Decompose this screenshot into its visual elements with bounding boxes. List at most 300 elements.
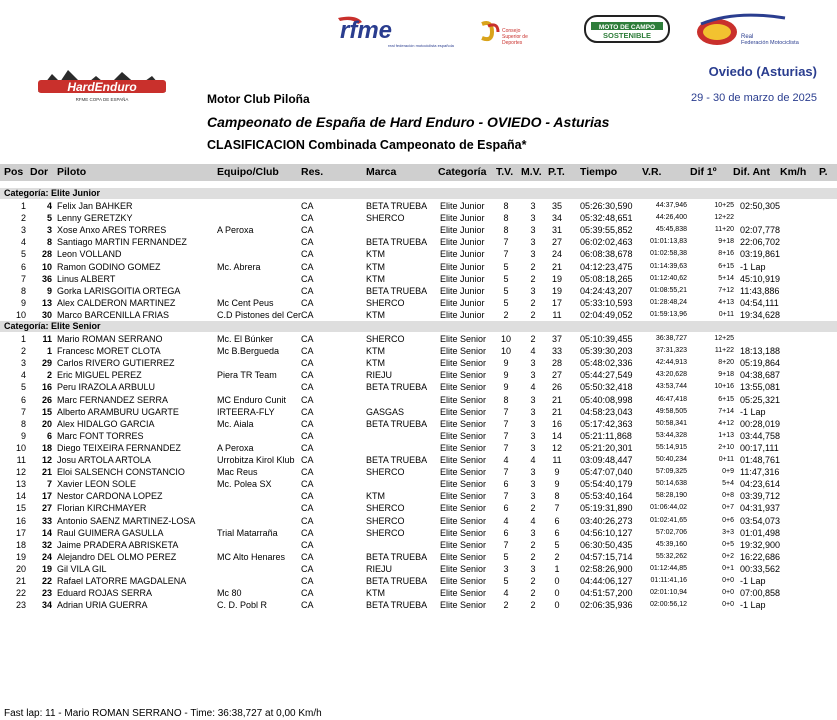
cell-res: CA (301, 382, 314, 393)
svg-text:Real: Real (741, 34, 754, 40)
cell-pt: 24 (551, 249, 562, 260)
cell-pt: 33 (551, 346, 562, 357)
cell-position: 2 (20, 213, 26, 224)
cell-res: CA (301, 297, 314, 308)
cell-vr: 50:14,638 (655, 480, 687, 488)
table-row (0, 563, 837, 575)
cell-dif-first: 0+2 (722, 552, 734, 560)
cell-rider-name: Leon VOLLAND (57, 249, 122, 260)
cell-time: 06:02:02,463 (580, 237, 633, 248)
cell-dorsal: 8 (46, 237, 52, 248)
cell-position: 10 (15, 309, 26, 320)
cell-vr: 01:11:41,16 (650, 577, 687, 584)
cell-pt: 14 (551, 430, 562, 441)
cell-res: CA (301, 213, 314, 224)
cell-position: 8 (20, 285, 26, 296)
cell-tv: 10 (500, 334, 511, 344)
cell-tv: 7 (503, 418, 509, 429)
cell-tv: 6 (503, 503, 509, 514)
cell-pt: 21 (551, 406, 562, 417)
cell-pt: 17 (551, 297, 562, 308)
cell-mv: 3 (530, 213, 536, 224)
cell-rider-name: Florian KIRCHMAYER (57, 503, 147, 514)
cell-dif-prev: 07:00,858 (740, 588, 781, 599)
table-row (0, 200, 837, 212)
cell-res: CA (301, 237, 314, 248)
cell-dif-first: 0+8 (722, 492, 734, 500)
cell-rider-name: Felix Jan BAHKER (57, 201, 133, 211)
cell-dif-prev: 03:19,861 (740, 249, 781, 260)
cell-vr: 02:01:10,94 (650, 589, 687, 597)
cell-dorsal: 16 (41, 382, 52, 393)
cell-tv: 5 (503, 285, 509, 296)
table-row (0, 515, 837, 527)
cell-tv: 7 (503, 467, 509, 478)
cell-pt: 6 (554, 515, 560, 526)
cell-brand: BETA TRUEBA (366, 551, 428, 562)
cell-res: CA (301, 600, 314, 611)
cell-dorsal: 26 (41, 394, 52, 405)
cell-category: Elite Senior (440, 479, 487, 490)
federacion-logo (695, 10, 799, 48)
cell-rider-name: Nestor CARDONA LOPEZ (57, 491, 163, 502)
cell-mv: 2 (530, 309, 536, 320)
cell-vr: 01:02:58,38 (650, 250, 687, 258)
table-row (0, 394, 837, 406)
table-row (0, 309, 837, 321)
cell-dorsal: 28 (41, 249, 52, 260)
cell-dif-prev: 01:01,498 (740, 527, 781, 538)
table-row (0, 224, 837, 236)
cell-position: 14 (15, 491, 26, 502)
cell-vr: 45:45,838 (655, 226, 687, 234)
cell-mv: 3 (530, 563, 536, 574)
svg-text:Deportes: Deportes (502, 40, 523, 46)
cell-res: CA (301, 503, 314, 514)
table-row (0, 466, 837, 478)
cell-brand: BETA TRUEBA (366, 237, 428, 248)
cell-dif-first: 12+22 (714, 214, 734, 222)
cell-mv: 4 (530, 382, 536, 393)
cell-mv: 2 (530, 261, 536, 272)
category-label: Categoría: Elite Junior (4, 188, 101, 198)
table-row (0, 297, 837, 309)
cell-time: 06:08:38,678 (580, 249, 633, 260)
cell-time: 05:50:32,418 (580, 382, 633, 393)
svg-text:Consejo: Consejo (502, 28, 521, 34)
cell-vr: 58:28,190 (655, 492, 687, 500)
cell-category: Elite Junior (440, 261, 485, 272)
cell-vr: 43:53,744 (655, 383, 687, 391)
cell-category: Elite Senior (440, 503, 487, 514)
cell-mv: 2 (530, 503, 536, 514)
cell-res: CA (301, 273, 314, 284)
cell-team: Mc Cent Peus (217, 297, 274, 308)
cell-category: Elite Senior (440, 346, 487, 357)
cell-brand: BETA TRUEBA (366, 455, 428, 465)
cell-rider-name: Gil VILA GIL (57, 563, 107, 574)
event-place: Oviedo (Asturias) (708, 64, 817, 79)
cell-dorsal: 6 (46, 430, 52, 441)
svg-text:MOTO DE CAMPO: MOTO DE CAMPO (598, 24, 656, 31)
cell-category: Elite Senior (440, 455, 487, 465)
cell-position: 4 (20, 370, 26, 381)
cell-mv: 3 (530, 418, 536, 429)
cell-rider-name: Carlos RIVERO GUTIERREZ (57, 358, 175, 369)
cell-time: 05:47:07,040 (580, 467, 633, 478)
cell-position: 15 (15, 503, 26, 514)
col-equipo: Equipo/Club (217, 166, 279, 178)
cell-dif-prev: 00:28,019 (740, 418, 781, 429)
csd-logo (478, 18, 548, 46)
cell-position: 8 (20, 418, 26, 429)
cell-position: 9 (20, 430, 26, 441)
cell-pt: 19 (551, 285, 562, 296)
cell-mv: 3 (530, 370, 536, 381)
cell-time: 04:58:23,043 (580, 406, 633, 417)
cell-rider-name: Eloi SALSENCH CONSTANCIO (57, 467, 185, 478)
cell-time: 05:08:18,265 (580, 273, 633, 284)
cell-dorsal: 29 (41, 358, 52, 369)
cell-dorsal: 27 (41, 503, 52, 514)
cell-dif-first: 0+7 (722, 504, 734, 512)
organizer-club: Motor Club Piloña (207, 92, 310, 106)
table-row (0, 212, 837, 224)
cell-res: CA (301, 539, 314, 550)
cell-team: A Peroxa (217, 225, 254, 236)
cell-dif-prev: 03:44,758 (740, 430, 781, 441)
cell-vr: 57:02,706 (655, 528, 687, 536)
cell-res: CA (301, 479, 314, 490)
cell-tv: 6 (503, 527, 509, 538)
cell-category: Elite Senior (440, 442, 487, 453)
col-categoria: Categoría (438, 166, 487, 178)
cell-position: 4 (20, 237, 26, 248)
cell-res: CA (301, 576, 314, 586)
cell-res: CA (301, 358, 314, 369)
cell-tv: 9 (503, 370, 509, 381)
cell-dorsal: 17 (41, 491, 52, 502)
cell-pt: 21 (551, 394, 562, 405)
cell-time: 05:26:30,590 (580, 201, 633, 211)
cell-mv: 3 (530, 225, 536, 236)
hard-enduro-logo (34, 62, 170, 104)
cell-tv: 2 (503, 600, 509, 611)
cell-dif-prev: 00:17,111 (740, 442, 779, 453)
cell-position: 1 (20, 201, 26, 211)
table-row (0, 285, 837, 297)
cell-tv: 4 (503, 588, 509, 599)
cell-pt: 27 (551, 237, 562, 248)
cell-rider-name: Peru IRAZOLA ARBULU (57, 382, 156, 393)
table-row (0, 345, 837, 357)
col-piloto: Piloto (57, 166, 87, 178)
cell-category: Elite Junior (440, 285, 485, 296)
cell-tv: 6 (503, 479, 509, 490)
cell-dif-first: 9+18 (718, 238, 734, 246)
cell-vr: 01:12:40,62 (650, 274, 687, 282)
cell-dif-prev: 05:19,864 (740, 358, 781, 369)
cell-pt: 0 (554, 576, 560, 586)
cell-rider-name: Xavier LEON SOLE (57, 479, 137, 490)
cell-pt: 37 (551, 334, 562, 344)
cell-team: A Peroxa (217, 442, 254, 453)
cell-dorsal: 22 (41, 576, 52, 586)
cell-brand: KTM (366, 261, 385, 272)
cell-pt: 2 (554, 551, 560, 562)
col-pt: P.T. (548, 166, 565, 178)
table-row (0, 527, 837, 539)
col-mv: M.V. (521, 166, 542, 178)
cell-res: CA (301, 201, 314, 211)
col-dor: Dor (30, 166, 49, 178)
cell-dif-first: 5+14 (718, 274, 734, 282)
cell-vr: 37:31,323 (655, 347, 687, 355)
cell-res: CA (301, 249, 314, 260)
cell-pt: 26 (551, 382, 562, 393)
cell-res: CA (301, 563, 314, 574)
table-header (0, 164, 837, 181)
cell-res: CA (301, 430, 314, 441)
cell-rider-name: Santiago MARTIN FERNANDEZ (57, 237, 187, 248)
table-row (0, 381, 837, 393)
cell-category: Elite Senior (440, 418, 487, 429)
table-row (0, 478, 837, 490)
cell-mv: 2 (530, 551, 536, 562)
cell-dorsal: 9 (46, 285, 52, 296)
cell-category: Elite Senior (440, 394, 487, 405)
cell-res: CA (301, 442, 314, 453)
cell-res: CA (301, 418, 314, 429)
cell-mv: 2 (530, 297, 536, 308)
cell-position: 3 (20, 225, 26, 236)
col-kmh: Km/h (780, 166, 807, 178)
cell-dorsal: 34 (41, 600, 52, 611)
cell-category: Elite Junior (440, 201, 485, 211)
cell-rider-name: Mario ROMAN SERRANO (57, 334, 163, 344)
cell-pt: 9 (554, 479, 560, 490)
cell-dorsal: 19 (41, 563, 52, 574)
cell-dif-first: 11+22 (714, 347, 734, 355)
cell-vr: 01:02:41,65 (650, 516, 687, 524)
cell-dif-prev: -1 Lap (740, 576, 766, 586)
cell-team: Mc. Aiala (217, 418, 254, 429)
cell-rider-name: Eric MIGUEL PEREZ (57, 370, 142, 381)
cell-dorsal: 12 (41, 455, 52, 465)
cell-rider-name: Gorka LARISGOITIA ORTEGA (57, 285, 181, 296)
cell-brand: KTM (366, 491, 385, 502)
cell-rider-name: Alex HIDALGO GARCIA (57, 418, 155, 429)
cell-mv: 2 (530, 588, 536, 599)
cell-dif-first: 0+11 (718, 310, 734, 318)
col-pos: Pos (4, 166, 24, 178)
cell-position: 9 (20, 297, 26, 308)
cell-tv: 5 (503, 551, 509, 562)
cell-res: CA (301, 515, 314, 526)
cell-rider-name: Xose Anxo ARES TORRES (57, 225, 167, 236)
cell-mv: 3 (530, 285, 536, 296)
cell-res: CA (301, 261, 314, 272)
cell-team: C.D Pistones del Cer (217, 309, 302, 320)
cell-dorsal: 21 (41, 467, 52, 478)
cell-brand: SHERCO (366, 297, 405, 308)
cell-time: 02:06:35,936 (580, 600, 633, 611)
cell-rider-name: Marc FERNANDEZ SERRA (57, 394, 169, 405)
cell-brand: SHERCO (366, 467, 405, 478)
cell-category: Elite Senior (440, 430, 487, 441)
cell-category: Elite Senior (440, 539, 487, 550)
cell-tv: 7 (503, 249, 509, 260)
cell-dif-prev: 00:33,562 (740, 563, 781, 574)
cell-dif-prev: 05:25,321 (740, 394, 781, 405)
cell-dif-prev: 02:07,778 (740, 225, 781, 236)
cell-category: Elite Senior (440, 551, 487, 562)
cell-pt: 11 (552, 309, 562, 320)
cell-pt: 8 (554, 491, 560, 502)
cell-dorsal: 13 (41, 297, 52, 308)
cell-time: 05:39:30,203 (580, 346, 633, 357)
cell-dorsal: 33 (41, 515, 52, 526)
cell-position: 22 (15, 588, 26, 599)
cell-time: 05:32:48,651 (580, 213, 633, 224)
cell-dif-prev: 01:48,761 (740, 455, 781, 465)
cell-tv: 9 (503, 382, 509, 393)
cell-dif-prev: 04:38,687 (740, 370, 781, 381)
cell-dorsal: 11 (42, 334, 52, 344)
cell-mv: 3 (530, 479, 536, 490)
moto-campo-sostenible-logo (583, 12, 671, 46)
cell-vr: 36:38,727 (655, 335, 687, 342)
svg-text:HardEnduro: HardEnduro (67, 80, 137, 94)
cell-pt: 19 (551, 273, 562, 284)
cell-vr: 57:09,325 (655, 468, 687, 476)
cell-dif-prev: 03:54,073 (740, 515, 781, 526)
cell-rider-name: Josu ARTOLA ARTOLA (57, 455, 151, 465)
cell-rider-name: Ramon GODINO GOMEZ (57, 261, 161, 272)
cell-position: 2 (20, 346, 26, 357)
cell-category: Elite Senior (440, 467, 487, 478)
cell-mv: 2 (530, 539, 536, 550)
cell-tv: 7 (503, 237, 509, 248)
cell-category: Elite Senior (440, 370, 487, 381)
cell-brand: SHERCO (366, 527, 405, 538)
svg-text:Superior de: Superior de (502, 34, 528, 40)
cell-category: Elite Junior (440, 249, 485, 260)
cell-team: Mac Reus (217, 467, 258, 478)
cell-team: Urrobitza Kirol Klub (217, 455, 295, 465)
cell-time: 05:19:31,890 (580, 503, 633, 514)
cell-category: Elite Senior (440, 491, 487, 502)
cell-position: 1 (20, 334, 26, 344)
cell-brand: BETA TRUEBA (366, 285, 428, 296)
cell-rider-name: Alberto ARAMBURU UGARTE (57, 406, 179, 417)
col-dif1: Dif 1º (690, 166, 717, 178)
cell-res: CA (301, 467, 314, 478)
cell-brand: BETA TRUEBA (366, 600, 428, 611)
cell-dif-first: 5+4 (722, 480, 734, 488)
cell-vr: 49:58,505 (655, 407, 687, 415)
cell-category: Elite Junior (440, 297, 485, 308)
cell-tv: 7 (503, 491, 509, 502)
cell-dif-first: 8+20 (718, 359, 734, 367)
cell-time: 04:44:06,127 (580, 576, 633, 586)
cell-mv: 2 (530, 334, 536, 344)
cell-team: Mc. Polea SX (217, 479, 272, 490)
cell-tv: 4 (503, 515, 509, 526)
cell-tv: 7 (503, 539, 509, 550)
cell-brand: BETA TRUEBA (366, 576, 428, 586)
cell-dif-prev: 04:23,614 (740, 479, 781, 490)
cell-vr: 50:58,341 (655, 419, 687, 427)
cell-category: Elite Senior (440, 334, 487, 344)
cell-vr: 01:01:13,83 (650, 238, 687, 246)
col-p: P. (819, 166, 828, 178)
cell-mv: 3 (530, 467, 536, 478)
cell-dif-prev: 04:54,111 (740, 297, 779, 308)
cell-position: 6 (20, 261, 26, 272)
cell-team: IRTEERA-FLY (217, 406, 275, 417)
cell-brand: KTM (366, 588, 385, 599)
cell-rider-name: Eduard ROJAS SERRA (57, 588, 153, 599)
cell-res: CA (301, 346, 314, 357)
cell-dif-first: 10+16 (714, 383, 734, 391)
cell-position: 18 (15, 539, 26, 550)
cell-position: 5 (20, 382, 26, 393)
col-difant: Dif. Ant (733, 166, 770, 178)
cell-dif-prev: 19:32,900 (740, 539, 781, 550)
cell-position: 7 (20, 273, 26, 284)
cell-position: 19 (15, 551, 26, 562)
cell-dorsal: 4 (46, 201, 52, 211)
svg-text:Federación Motociclista: Federación Motociclista (741, 40, 799, 46)
cell-time: 03:09:48,447 (580, 455, 633, 465)
cell-tv: 5 (503, 273, 509, 284)
table-row (0, 236, 837, 248)
cell-tv: 4 (503, 455, 509, 465)
cell-dif-first: 0+11 (718, 456, 734, 463)
cell-time: 04:12:23,475 (580, 261, 633, 272)
svg-text:rfme: rfme (340, 17, 393, 44)
cell-dif-first: 12+25 (714, 335, 734, 342)
cell-vr: 50:40,234 (655, 456, 687, 463)
cell-rider-name: Adrian URIA GUERRA (57, 600, 148, 611)
cell-rider-name: Linus ALBERT (57, 273, 116, 284)
category-label: Categoría: Elite Senior (4, 321, 101, 331)
cell-mv: 3 (530, 358, 536, 369)
table-row (0, 599, 837, 611)
cell-team: Trial Matarraña (217, 527, 278, 538)
cell-mv: 4 (530, 455, 536, 465)
cell-pt: 11 (552, 455, 562, 465)
cell-mv: 3 (530, 491, 536, 502)
cell-category: Elite Junior (440, 213, 485, 224)
cell-vr: 01:06:44,02 (650, 504, 687, 512)
cell-category: Elite Junior (440, 309, 485, 320)
cell-team: C. D. Pobl R (217, 600, 268, 611)
cell-dif-first: 6+15 (718, 262, 734, 270)
cell-time: 06:30:50,435 (580, 539, 633, 550)
cell-category: Elite Junior (440, 237, 485, 248)
cell-res: CA (301, 394, 314, 405)
cell-position: 16 (15, 515, 26, 526)
cell-tv: 8 (503, 225, 509, 236)
cell-pt: 28 (551, 358, 562, 369)
cell-pt: 5 (554, 539, 560, 550)
cell-dif-first: 4+13 (718, 298, 734, 306)
cell-dif-prev: 02:50,305 (740, 201, 781, 211)
cell-rider-name: Lenny GERETZKY (57, 213, 133, 224)
fast-lap-note: Fast lap: 11 - Mario ROMAN SERRANO - Time: 36:38,727 at 0,00 Km/h (4, 708, 322, 719)
